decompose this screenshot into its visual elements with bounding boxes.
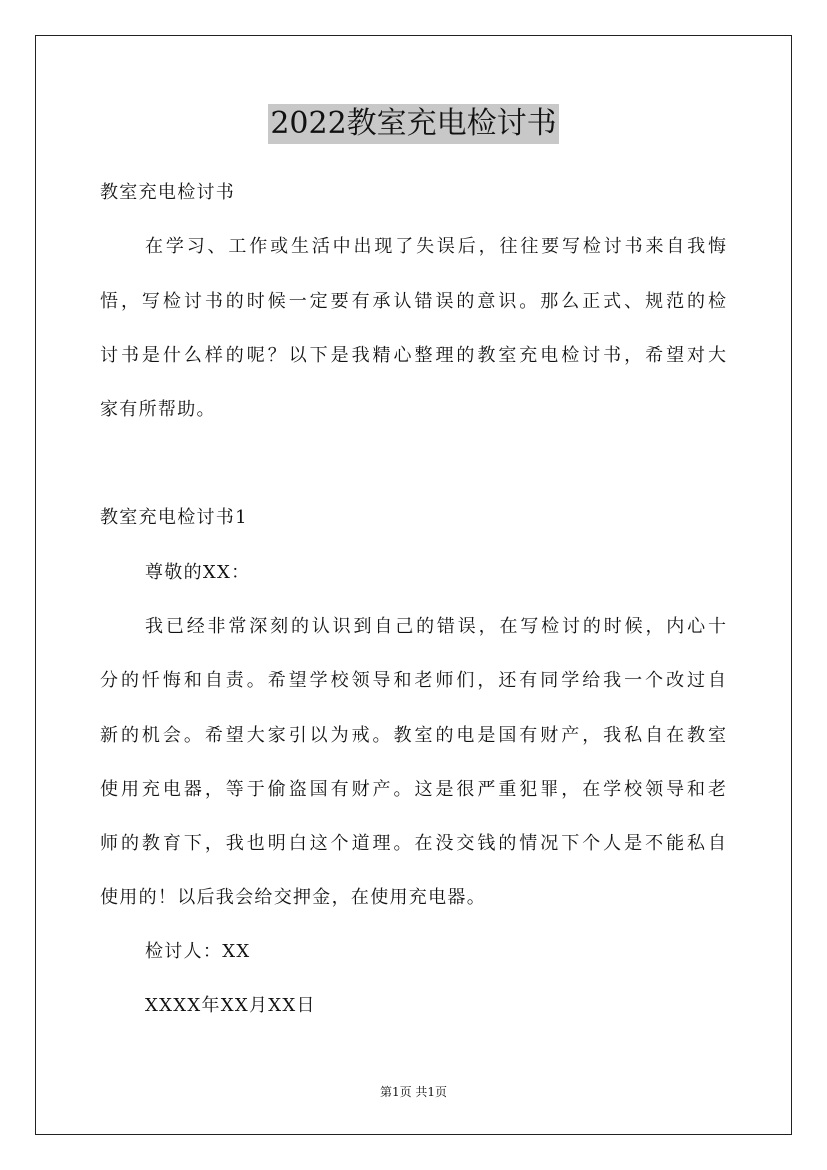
body-line-4: 使用充电器，等于偷盗国有财产。这是很严重犯罪，在学校领导和老 bbox=[100, 779, 726, 800]
date: XXXX年XX月XX日 bbox=[145, 995, 316, 1016]
page-number-label: 第1页 共1页 bbox=[379, 1085, 448, 1099]
body-line-2: 分的忏悔和自责。希望学校领导和老师们，还有同学给我一个改过自 bbox=[100, 670, 726, 691]
page-footer bbox=[0, 1084, 827, 1100]
salutation: 尊敬的XX： bbox=[145, 562, 251, 583]
intro-line-4: 家有所帮助。 bbox=[100, 399, 216, 420]
body-line-1: 我已经非常深刻的认识到自己的错误，在写检讨的时候，内心十 bbox=[145, 616, 726, 637]
document-title: 2022教室充电检讨书 bbox=[268, 104, 558, 144]
document-heading: 教室充电检讨书 bbox=[100, 182, 236, 203]
title-wrap bbox=[0, 104, 827, 144]
body-line-3: 新的机会。希望大家引以为戒。教室的电是国有财产，我私自在教室 bbox=[100, 725, 726, 746]
intro-line-1: 在学习、工作或生活中出现了失误后，往往要写检讨书来自我悔 bbox=[145, 236, 726, 257]
intro-line-2: 悟，写检讨书的时候一定要有承认错误的意识。那么正式、规范的检 bbox=[100, 291, 726, 312]
body-line-6: 使用的！以后我会给交押金，在使用充电器。 bbox=[100, 887, 486, 908]
signature: 检讨人：XX bbox=[145, 941, 251, 962]
body-line-5: 师的教育下，我也明白这个道理。在没交钱的情况下个人是不能私自 bbox=[100, 833, 726, 854]
intro-line-3: 讨书是什么样的呢？以下是我精心整理的教室充电检讨书，希望对大 bbox=[100, 345, 726, 366]
section-heading: 教室充电检讨书1 bbox=[100, 507, 248, 528]
